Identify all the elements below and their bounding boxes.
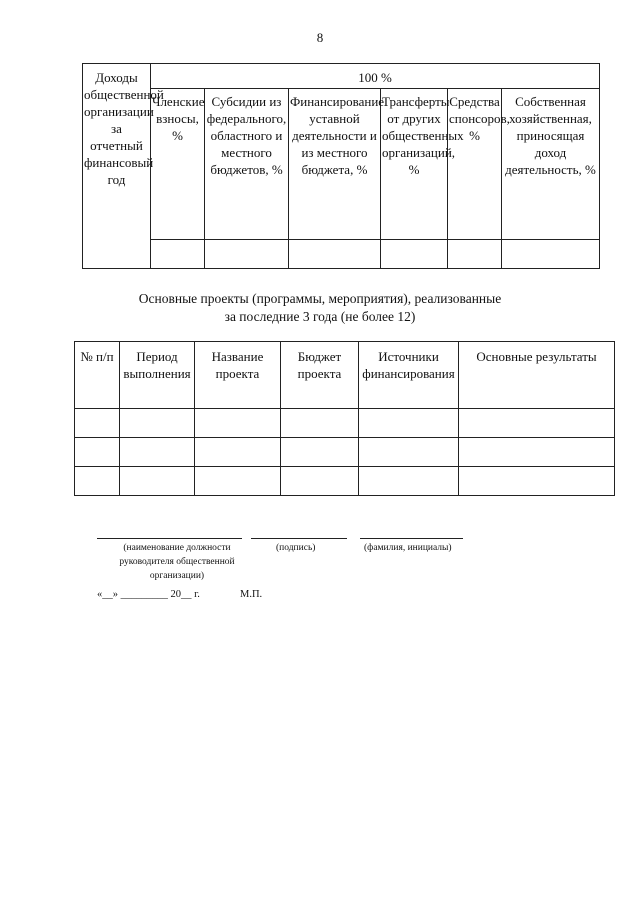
projects-cell[interactable] [120, 467, 195, 496]
table-row [75, 438, 615, 467]
income-table [82, 63, 600, 269]
income-col-own-activity: Собственная хозяйственная, приносящая доход деятельность, % [502, 89, 600, 240]
projects-col-sources: Источники финансирования [359, 342, 459, 409]
income-cell[interactable] [502, 240, 600, 269]
projects-cell[interactable] [359, 409, 459, 438]
income-cell[interactable] [151, 240, 205, 269]
income-col-financing: Финансирование уставной деятельности и из местного бюджета, % [289, 89, 381, 240]
table-row [75, 409, 615, 438]
stamp-label: М.П. [240, 589, 263, 600]
income-col-subsidies: Субсидии из федерального, областного и местного бюджетов, % [205, 89, 289, 240]
income-col-sponsors: Средства спонсоров, % [448, 89, 502, 240]
projects-cell[interactable] [120, 409, 195, 438]
income-cell[interactable] [205, 240, 289, 269]
income-total: 100 % [151, 64, 600, 89]
projects-section-title [0, 290, 640, 326]
projects-cell[interactable] [281, 409, 359, 438]
projects-cell[interactable] [281, 438, 359, 467]
projects-cell[interactable] [75, 467, 120, 496]
projects-col-budget: Бюджет проекта [281, 342, 359, 409]
projects-title-line1: Основные проекты (программы, мероприятия), реализованные [138, 291, 502, 306]
projects-col-name: Название проекта [195, 342, 281, 409]
projects-col-results: Основные результаты [459, 342, 615, 409]
name-label: (фамилия, инициалы) [364, 543, 452, 553]
income-cell[interactable] [381, 240, 448, 269]
income-cell[interactable] [448, 240, 502, 269]
position-label: (наименование должности руководителя общественной организации) [119, 543, 235, 581]
projects-cell[interactable] [359, 438, 459, 467]
signature-label: (подпись) [276, 543, 316, 553]
position-signature-line[interactable] [97, 538, 242, 539]
projects-cell[interactable] [120, 438, 195, 467]
income-row-header: Доходы общественной организации за отчетный финансовый год [83, 64, 151, 269]
projects-cell[interactable] [359, 467, 459, 496]
projects-cell[interactable] [75, 438, 120, 467]
projects-cell[interactable] [75, 409, 120, 438]
income-col-membership: Членские взносы, % [151, 89, 205, 240]
projects-cell[interactable] [459, 409, 615, 438]
projects-cell[interactable] [195, 438, 281, 467]
projects-cell[interactable] [195, 409, 281, 438]
projects-cell[interactable] [195, 467, 281, 496]
projects-cell[interactable] [459, 467, 615, 496]
projects-table [74, 341, 615, 496]
income-col-transfers: Трансферты от других общественных организаций, % [381, 89, 448, 240]
table-row [75, 467, 615, 496]
page-number: 8 [316, 30, 324, 45]
projects-col-period: Период выполнения [120, 342, 195, 409]
projects-title-line2: за последние 3 года (не более 12) [224, 309, 416, 324]
income-cell[interactable] [289, 240, 381, 269]
name-signature-line[interactable] [360, 538, 463, 539]
date-line: «__» _________ 20__ г. [97, 589, 200, 600]
projects-cell[interactable] [281, 467, 359, 496]
projects-cell[interactable] [459, 438, 615, 467]
signature-line[interactable] [251, 538, 347, 539]
projects-col-number: № п/п [75, 342, 120, 409]
